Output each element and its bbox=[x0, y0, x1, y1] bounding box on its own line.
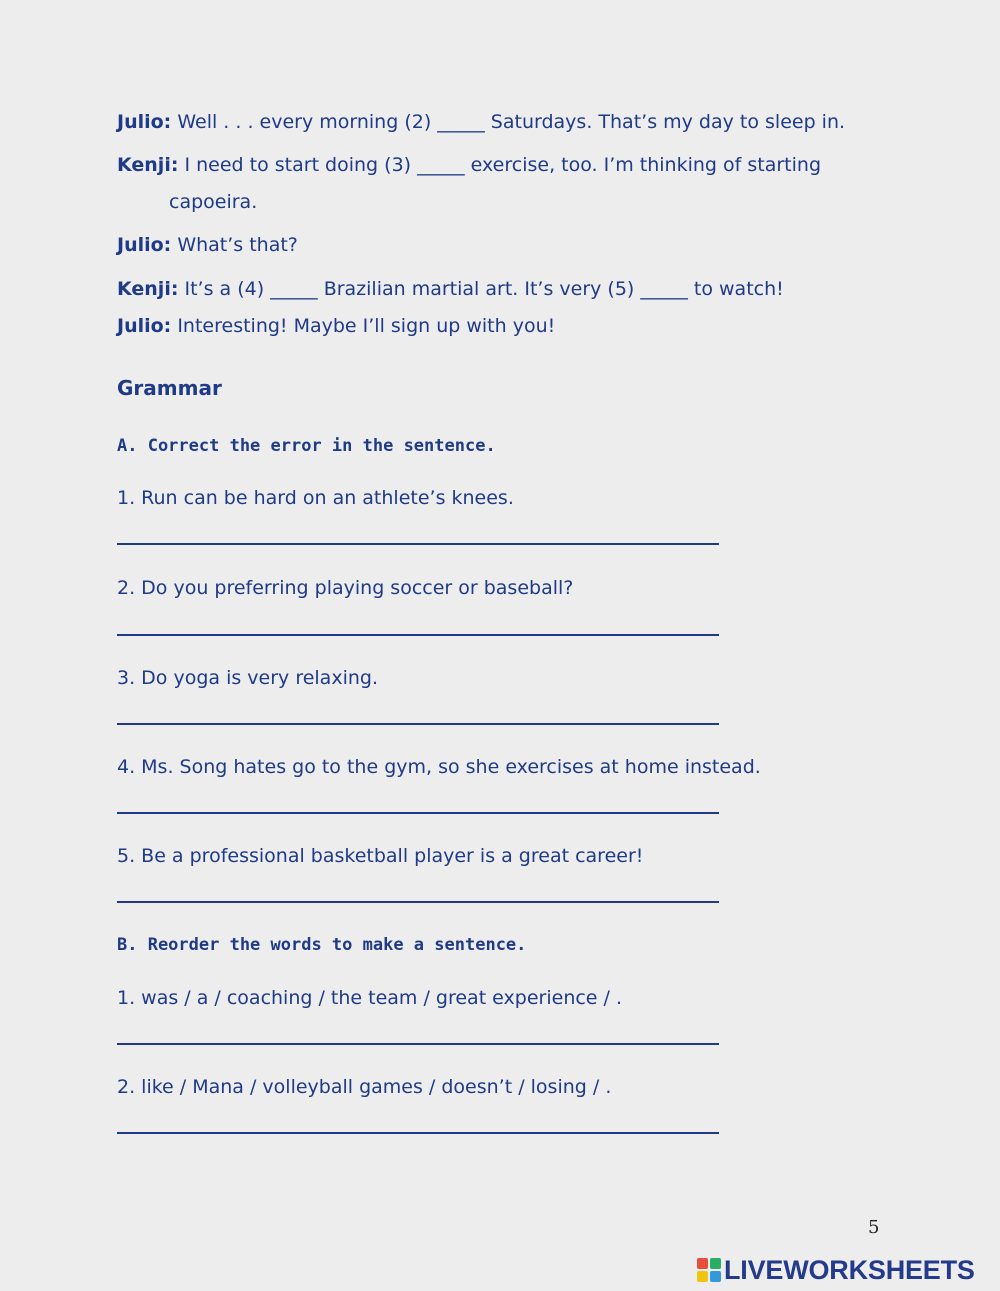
section-a-title: A. Correct the error in the sentence. bbox=[117, 436, 496, 456]
answer-line-a1[interactable] bbox=[117, 543, 719, 545]
exercise-a-item-3: 3. Do yoga is very relaxing. bbox=[117, 667, 378, 689]
dialogue-line bbox=[117, 234, 298, 256]
grammar-heading: Grammar bbox=[117, 376, 222, 400]
speaker-label: Julio: bbox=[117, 111, 172, 133]
answer-line-a5[interactable] bbox=[117, 901, 719, 903]
answer-line-b2[interactable] bbox=[117, 1132, 719, 1134]
dialogue-line bbox=[117, 315, 555, 337]
dialogue-text: capoeira. bbox=[169, 191, 258, 213]
speaker-label: Kenji: bbox=[117, 154, 179, 176]
dialogue-line bbox=[117, 191, 257, 213]
dialogue-text: What’s that? bbox=[177, 234, 298, 256]
logo-square bbox=[710, 1258, 721, 1269]
dialogue-text: Interesting! Maybe I’ll sign up with you! bbox=[177, 315, 556, 337]
answer-line-a3[interactable] bbox=[117, 723, 719, 725]
answer-line-b1[interactable] bbox=[117, 1043, 719, 1045]
logo-square bbox=[697, 1271, 708, 1282]
exercise-a-item-4: 4. Ms. Song hates go to the gym, so she exercises at home instead. bbox=[117, 756, 761, 778]
liveworksheets-logo[interactable] bbox=[697, 1253, 975, 1287]
logo-text: LIVEWORKSHEETS bbox=[724, 1254, 975, 1285]
exercise-b-item-2: 2. like / Mana / volleyball games / doesn’t / losing / . bbox=[117, 1076, 612, 1098]
speaker-label: Kenji: bbox=[117, 278, 179, 300]
section-b-title: B. Reorder the words to make a sentence. bbox=[117, 935, 527, 955]
answer-line-a4[interactable] bbox=[117, 812, 719, 814]
exercise-a-item-2: 2. Do you preferring playing soccer or baseball? bbox=[117, 577, 574, 599]
speaker-label: Julio: bbox=[117, 234, 172, 256]
speaker-label: Julio: bbox=[117, 315, 172, 337]
exercise-b-item-1: 1. was / a / coaching / the team / great experience / . bbox=[117, 987, 623, 1009]
answer-line-a2[interactable] bbox=[117, 634, 719, 636]
exercise-a-item-5: 5. Be a professional basketball player is a great career! bbox=[117, 845, 644, 867]
dialogue-text: I need to start doing (3) _____ exercise, too. I’m thinking of starting bbox=[184, 154, 822, 176]
dialogue-line bbox=[117, 154, 821, 176]
logo-mark-icon bbox=[697, 1258, 721, 1282]
dialogue-line bbox=[117, 111, 845, 133]
dialogue-text: It’s a (4) _____ Brazilian martial art. It’s very (5) _____ to watch! bbox=[184, 278, 784, 300]
dialogue-line bbox=[117, 278, 784, 300]
exercise-a-item-1: 1. Run can be hard on an athlete’s knees. bbox=[117, 487, 514, 509]
page-number: 5 bbox=[868, 1217, 880, 1238]
logo-square bbox=[710, 1271, 721, 1282]
logo-square bbox=[697, 1258, 708, 1269]
dialogue-text: Well . . . every morning (2) _____ Saturdays. That’s my day to sleep in. bbox=[177, 111, 846, 133]
